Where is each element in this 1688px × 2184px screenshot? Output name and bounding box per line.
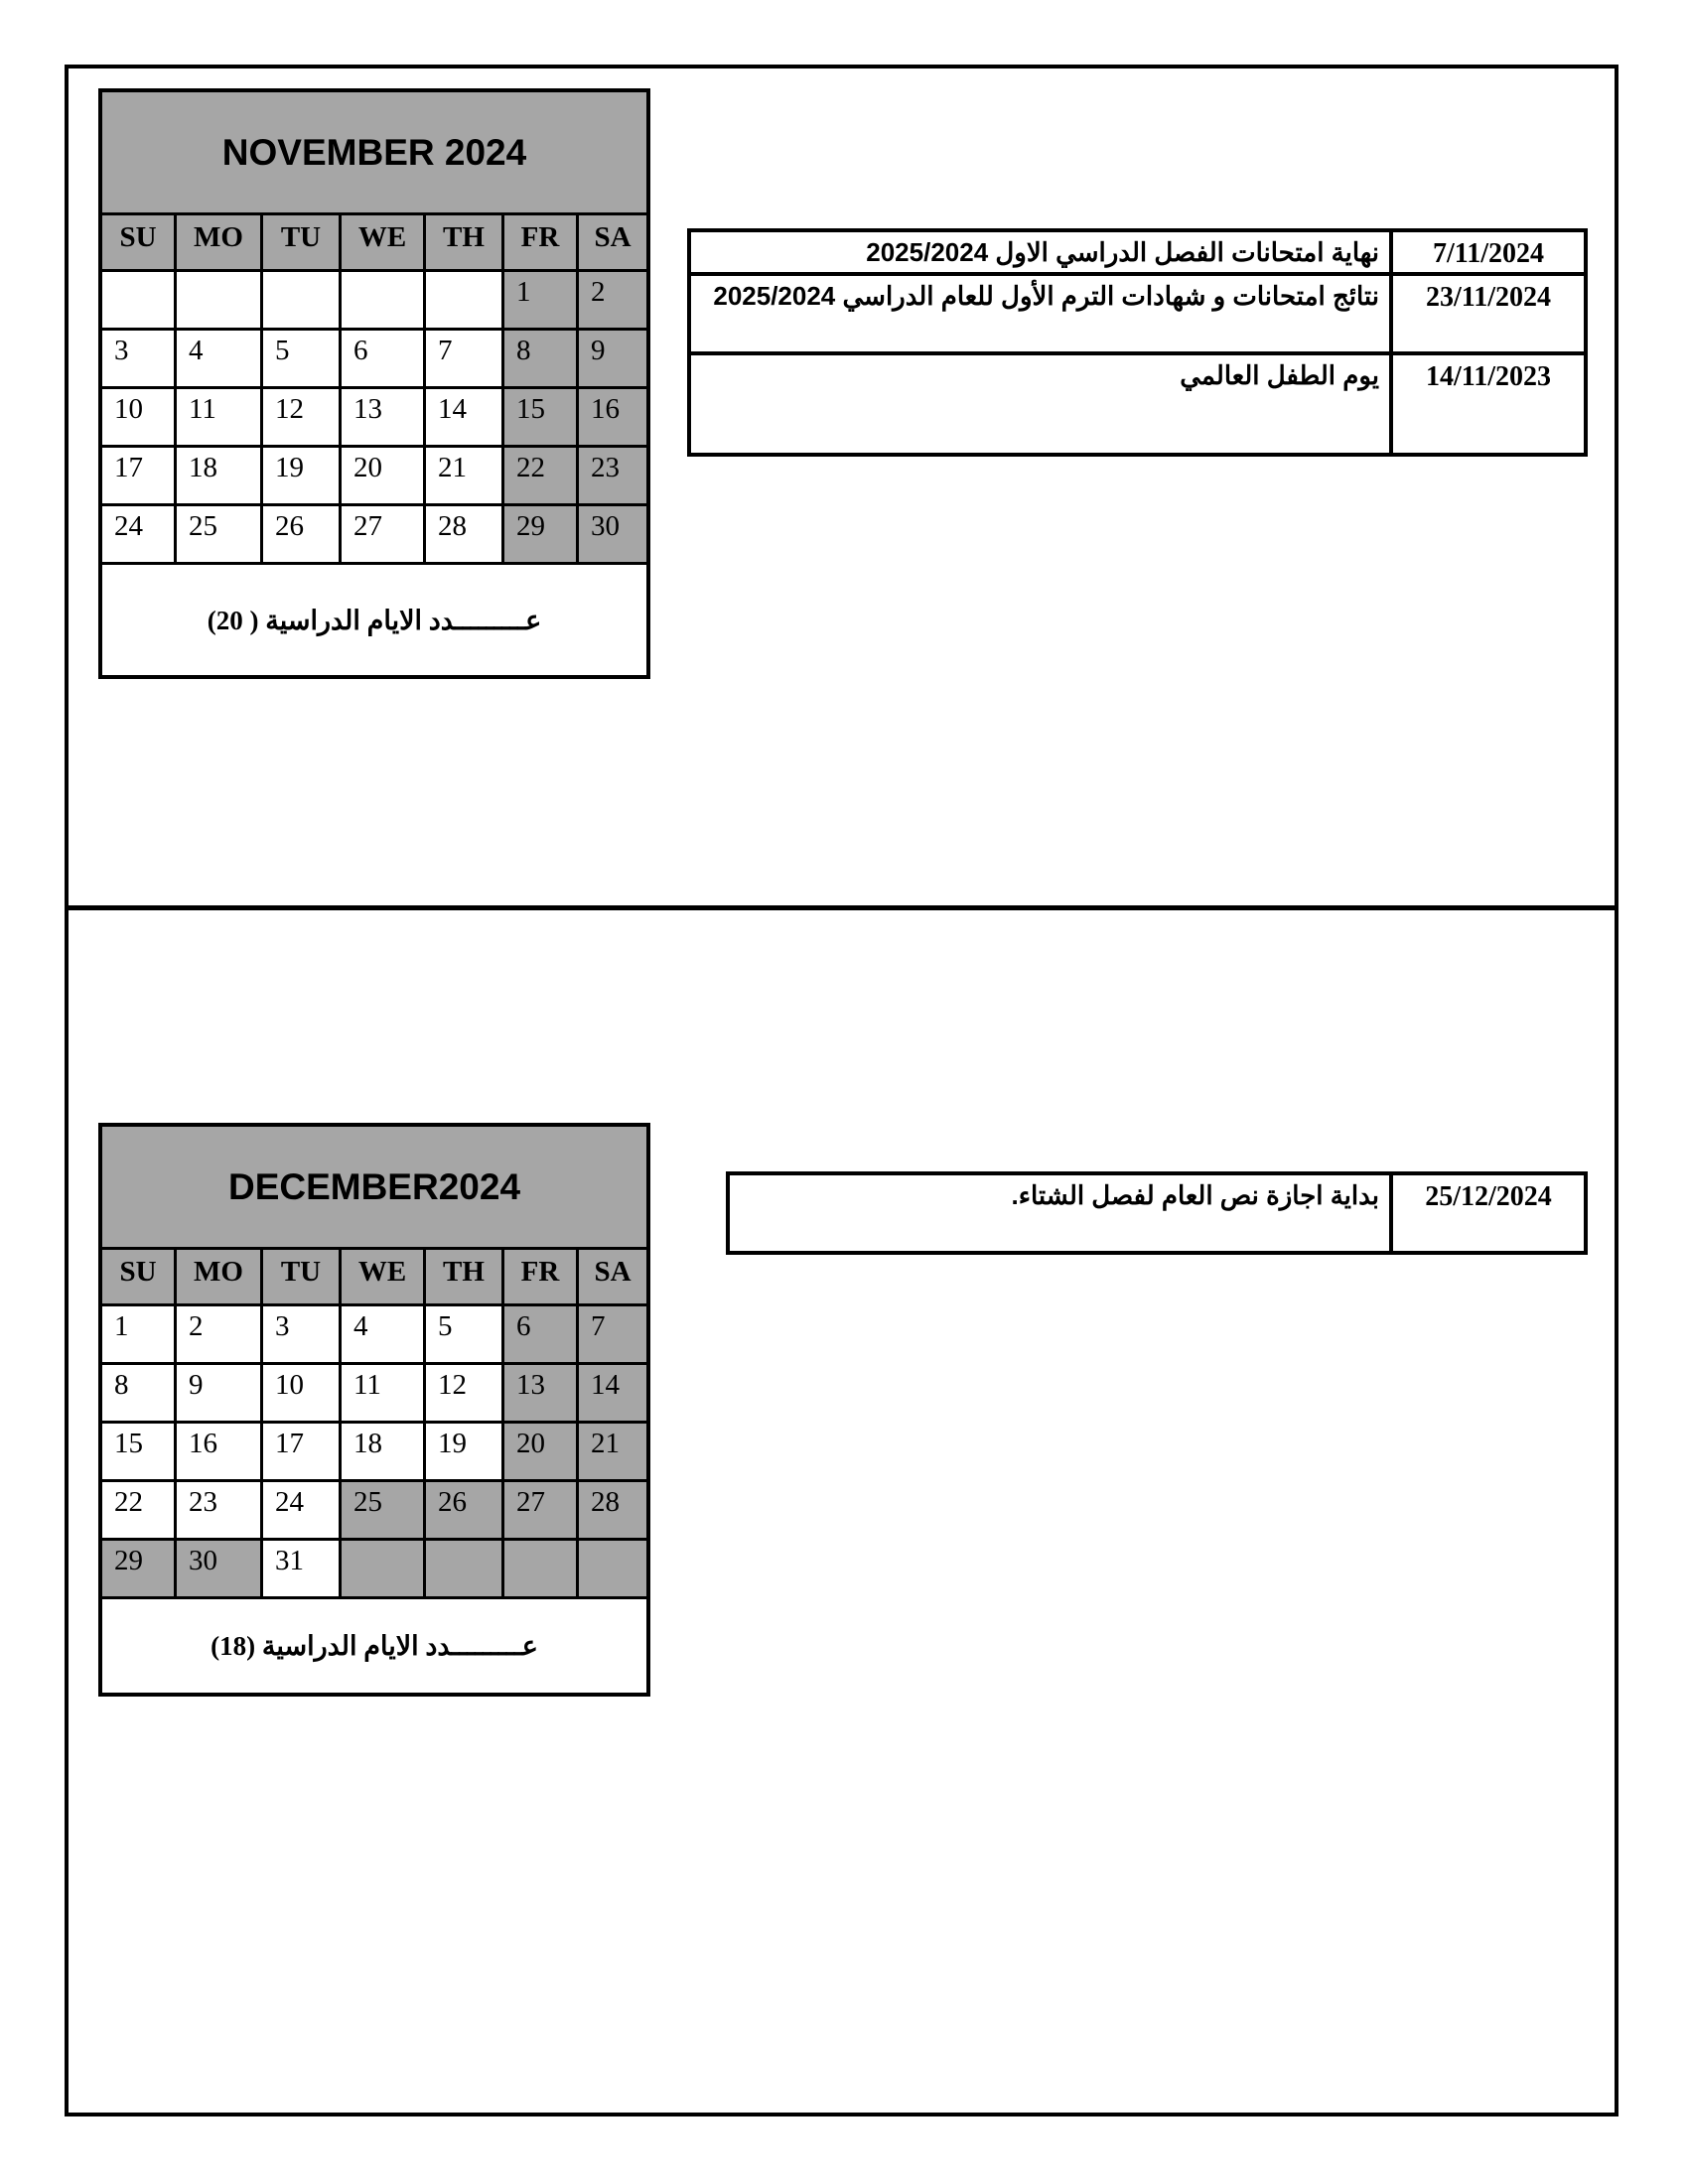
day-cell: 24 — [102, 506, 177, 565]
calendar-grid — [102, 1250, 646, 1599]
day-cell: 3 — [263, 1306, 342, 1365]
day-cell: 20 — [342, 448, 426, 506]
school-days-count: عـــــــــدد الايام الدراسية ( 20) — [207, 605, 542, 635]
day-cell: 11 — [342, 1365, 426, 1424]
day-cell: 29 — [504, 506, 579, 565]
calendar-title: DECEMBER2024 — [102, 1127, 646, 1250]
event-date: 23/11/2024 — [1391, 274, 1586, 353]
day-cell: 6 — [342, 331, 426, 389]
weekday-header: FR — [504, 1250, 579, 1306]
day-cell: 13 — [504, 1365, 579, 1424]
day-cell: 17 — [102, 448, 177, 506]
day-cell: 5 — [263, 331, 342, 389]
day-cell: 23 — [177, 1482, 263, 1541]
day-cell: 2 — [579, 272, 646, 331]
empty-day-cell — [342, 1541, 426, 1599]
empty-day-cell — [579, 1541, 646, 1599]
weekday-header: WE — [342, 215, 426, 272]
weekday-header: TU — [263, 1250, 342, 1306]
day-cell: 30 — [177, 1541, 263, 1599]
weekday-header: MO — [177, 1250, 263, 1306]
day-cell: 22 — [504, 448, 579, 506]
event-text: بداية اجازة نص العام لفصل الشتاء. — [728, 1173, 1391, 1253]
empty-day-cell — [263, 272, 342, 331]
day-cell: 30 — [579, 506, 646, 565]
calendar-grid — [102, 215, 646, 565]
day-cell: 31 — [263, 1541, 342, 1599]
day-cell: 21 — [426, 448, 504, 506]
day-cell: 4 — [342, 1306, 426, 1365]
day-cell: 19 — [263, 448, 342, 506]
event-date: 25/12/2024 — [1391, 1173, 1586, 1253]
december-events-table — [726, 1171, 1588, 1255]
november-events-table — [687, 228, 1588, 457]
day-cell: 26 — [426, 1482, 504, 1541]
school-days-count: عـــــــــدد الايام الدراسية (18) — [211, 1630, 538, 1661]
event-row — [689, 353, 1586, 455]
day-cell: 1 — [102, 1306, 177, 1365]
event-date: 14/11/2023 — [1391, 353, 1586, 455]
weekday-header: SU — [102, 1250, 177, 1306]
day-cell: 8 — [102, 1365, 177, 1424]
day-cell: 25 — [177, 506, 263, 565]
event-date: 7/11/2024 — [1391, 230, 1586, 274]
day-cell: 22 — [102, 1482, 177, 1541]
weekday-header: TH — [426, 1250, 504, 1306]
day-cell: 18 — [342, 1424, 426, 1482]
weekday-header: TH — [426, 215, 504, 272]
weekday-header: MO — [177, 215, 263, 272]
day-cell: 16 — [177, 1424, 263, 1482]
day-cell: 10 — [263, 1365, 342, 1424]
empty-day-cell — [342, 272, 426, 331]
day-cell: 8 — [504, 331, 579, 389]
day-cell: 21 — [579, 1424, 646, 1482]
empty-day-cell — [177, 272, 263, 331]
day-cell: 25 — [342, 1482, 426, 1541]
empty-day-cell — [426, 1541, 504, 1599]
day-cell: 14 — [579, 1365, 646, 1424]
day-cell: 5 — [426, 1306, 504, 1365]
section-divider — [65, 905, 1618, 910]
day-cell: 3 — [102, 331, 177, 389]
day-cell: 18 — [177, 448, 263, 506]
day-cell: 9 — [177, 1365, 263, 1424]
day-cell: 11 — [177, 389, 263, 448]
day-cell: 9 — [579, 331, 646, 389]
event-text: نتائج امتحانات و شهادات الترم الأول للعام الدراسي 2025/2024 — [689, 274, 1391, 353]
day-cell: 23 — [579, 448, 646, 506]
event-text: نهاية امتحانات الفصل الدراسي الاول 2025/2024 — [689, 230, 1391, 274]
empty-day-cell — [426, 272, 504, 331]
day-cell: 1 — [504, 272, 579, 331]
december-calendar — [98, 1123, 650, 1697]
day-cell: 12 — [426, 1365, 504, 1424]
weekday-header: TU — [263, 215, 342, 272]
day-cell: 28 — [579, 1482, 646, 1541]
day-cell: 15 — [102, 1424, 177, 1482]
day-cell: 10 — [102, 389, 177, 448]
day-cell: 12 — [263, 389, 342, 448]
day-cell: 24 — [263, 1482, 342, 1541]
weekday-header: WE — [342, 1250, 426, 1306]
day-cell: 29 — [102, 1541, 177, 1599]
day-cell: 20 — [504, 1424, 579, 1482]
event-row — [728, 1173, 1586, 1253]
weekday-header: SA — [579, 1250, 646, 1306]
day-cell: 19 — [426, 1424, 504, 1482]
day-cell: 2 — [177, 1306, 263, 1365]
november-calendar — [98, 88, 650, 679]
day-cell: 13 — [342, 389, 426, 448]
day-cell: 15 — [504, 389, 579, 448]
day-cell: 27 — [504, 1482, 579, 1541]
day-cell: 26 — [263, 506, 342, 565]
event-row — [689, 230, 1586, 274]
day-cell: 17 — [263, 1424, 342, 1482]
empty-day-cell — [504, 1541, 579, 1599]
day-cell: 6 — [504, 1306, 579, 1365]
event-text: يوم الطفل العالمي — [689, 353, 1391, 455]
empty-day-cell — [102, 272, 177, 331]
weekday-header: SA — [579, 215, 646, 272]
weekday-header: SU — [102, 215, 177, 272]
event-row — [689, 274, 1586, 353]
weekday-header: FR — [504, 215, 579, 272]
calendar-title: NOVEMBER 2024 — [102, 92, 646, 215]
day-cell: 14 — [426, 389, 504, 448]
day-cell: 4 — [177, 331, 263, 389]
day-cell: 7 — [579, 1306, 646, 1365]
day-cell: 7 — [426, 331, 504, 389]
day-cell: 16 — [579, 389, 646, 448]
day-cell: 28 — [426, 506, 504, 565]
day-cell: 27 — [342, 506, 426, 565]
